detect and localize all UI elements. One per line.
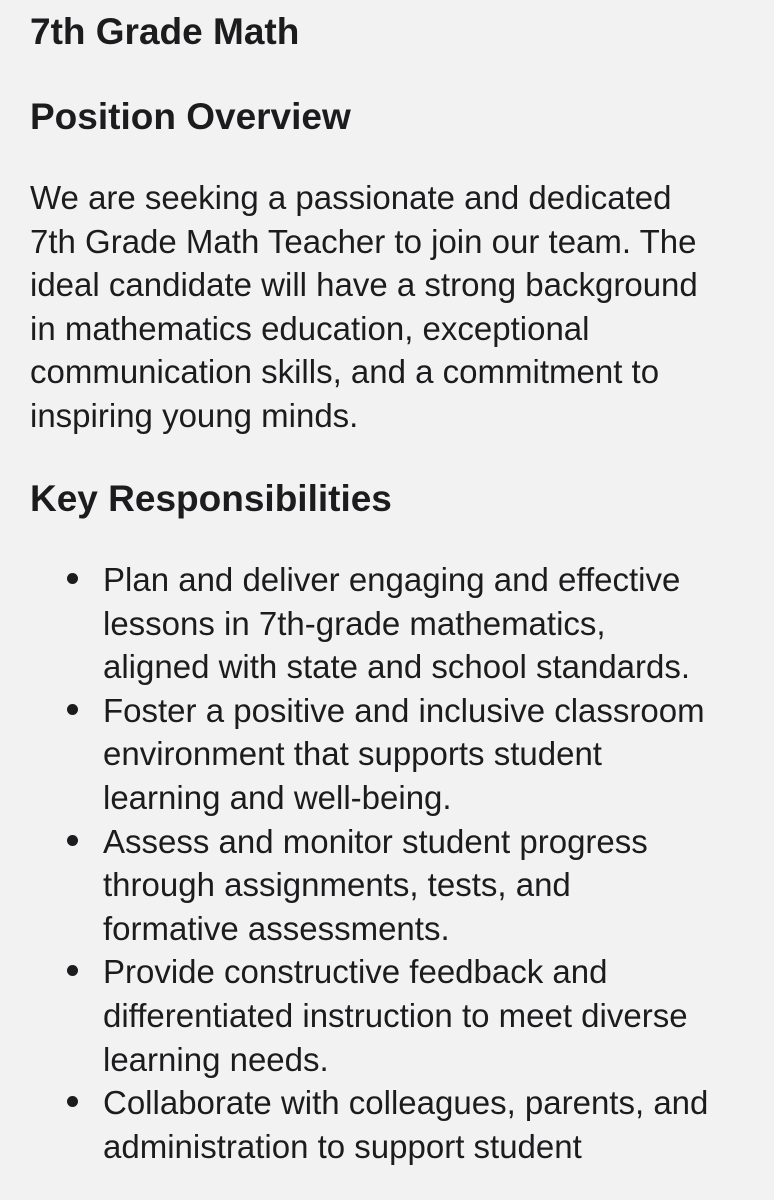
list-item-text: [103, 558, 774, 689]
bullet-icon: [67, 704, 78, 715]
bullet-icon: [67, 573, 78, 584]
overview-line: 7th Grade Math Teacher to join our team. The: [30, 222, 697, 260]
list-item-line: Assess and monitor student progress: [103, 822, 648, 860]
list-item-line: through assignments, tests, and: [103, 866, 571, 904]
overview-line: ideal candidate will have a strong background: [30, 266, 698, 304]
key-responsibilities-heading: Key Responsibilities: [30, 478, 392, 519]
position-overview-heading: Position Overview: [30, 96, 351, 137]
list-item: [0, 1081, 774, 1168]
list-item-line: aligned with state and school standards.: [103, 648, 691, 686]
list-item-line: learning needs.: [103, 1040, 329, 1078]
list-item-line: lessons in 7th-grade mathematics,: [103, 604, 606, 642]
list-item: [0, 558, 774, 689]
list-item-text: [103, 689, 774, 820]
overview-line: We are seeking a passionate and dedicated: [30, 179, 672, 216]
bullet-icon: [67, 1096, 78, 1107]
list-item: [0, 950, 774, 1081]
responsibilities-list: [0, 558, 774, 1168]
list-item-text: [103, 950, 774, 1081]
list-item-line: Plan and deliver engaging and effective: [103, 561, 681, 598]
page-title: 7th Grade Math: [30, 11, 300, 52]
bullet-icon: [67, 965, 78, 976]
list-item-text: [103, 1081, 774, 1168]
bullet-icon: [67, 835, 78, 846]
list-item-line: Provide constructive feedback and: [103, 953, 608, 991]
list-item-line: formative assessments.: [103, 909, 450, 947]
list-item: [0, 689, 774, 820]
list-item-line: Collaborate with colleagues, parents, and: [103, 1084, 709, 1122]
list-item-line: environment that supports student: [103, 735, 602, 773]
overview-line: inspiring young minds.: [30, 396, 359, 434]
list-item-line: learning and well-being.: [103, 778, 452, 816]
list-item-line: Foster a positive and inclusive classroom: [103, 691, 705, 729]
list-item-line: administration to support student: [103, 1127, 582, 1165]
overview-line: in mathematics education, exceptional: [30, 309, 590, 347]
list-item-line: differentiated instruction to meet diverse: [103, 996, 688, 1034]
list-item-text: [103, 820, 774, 951]
list-item: [0, 820, 774, 951]
position-overview-paragraph: [30, 176, 750, 438]
overview-line: communication skills, and a commitment to: [30, 353, 660, 391]
